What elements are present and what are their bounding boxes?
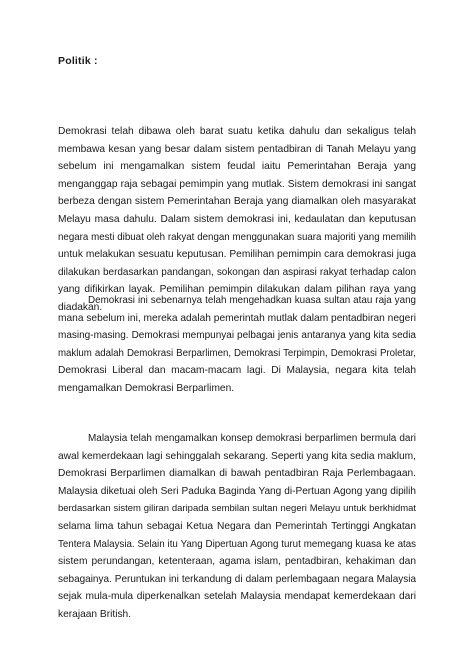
paragraph-demokrasi-jenis xyxy=(58,292,416,398)
text-line: kerajaan British. xyxy=(58,608,132,620)
text-line: Malaysia telah mengamalkan konsep demokrasi berparlimen bermula dari xyxy=(88,433,416,444)
text-line: diadakan. xyxy=(58,301,103,313)
text-line: sistem perundangan, ketenteraan, agama islam, pentadbiran, kehakiman dan xyxy=(58,556,416,568)
text-line: Malaysia diketuai oleh Seri Paduka Baginda Yang di-Pertuan Agong yang dipilih xyxy=(58,485,416,497)
text-line: Tentera Malaysia. Selain itu Yang Dipertuan Agong turut memegang kuasa ke atas xyxy=(58,538,416,550)
text-line: sejak mula-mula diperkenalkan setelah Malaysia mendapat kemerdekaan dari xyxy=(58,591,416,603)
text-line: Melayu masa dahulu. Dalam sistem demokrasi ini, kedaulatan dan keputusan xyxy=(58,213,416,225)
text-line: sebelum ini mengamalkan sistem feudal iaitu Pemerintahan Beraja yang xyxy=(58,161,416,173)
text-line: masing-masing. Demokrasi mempunyai pelbagai jenis antaranya yang kita sedia xyxy=(58,330,416,342)
text-line: Demokrasi ini sebenarnya telah mengehadkan kuasa sultan atau raja yang xyxy=(88,295,416,306)
text-line: awal kemerdekaan lagi sehinggalah sekarang. Seperti yang kita sedia maklum, xyxy=(58,450,416,462)
text-line: berdasarkan sistem giliran daripada sembilan sultan negeri Melayu untuk berkhidmat xyxy=(58,503,416,515)
text-line: Demokrasi telah dibawa oleh barat suatu ketika dahulu dan sekaligus telah xyxy=(58,126,416,137)
text-line: menganggap raja sebagai pemimpin yang mutlak. Sistem demokrasi ini sangat xyxy=(58,178,416,190)
text-line: maklum adalah Demokrasi Berparlimen, Demokrasi Terpimpin, Demokrasi Proletar, xyxy=(58,347,416,359)
text-line: mengamalkan Demokrasi Berparlimen. xyxy=(58,382,235,394)
text-line: dilakukan berdasarkan pandangan, sokongan dan aspirasi rakyat terhadap calon xyxy=(58,266,416,278)
text-line: untuk melakukan sesuatu keputusan. Pemilihan pemimpin cara demokrasi juga xyxy=(58,249,416,261)
text-line: sebagainya. Peruntukan ini terkandung di dalam perlembagaan negara Malaysia xyxy=(58,573,416,585)
text-line: selama lima tahun sebagai Ketua Negara dan Pemerintah Tertinggi Angkatan xyxy=(58,520,416,532)
text-line: Demokrasi Liberal dan macam-macam lagi. Di Malaysia, negara kita telah xyxy=(58,365,416,377)
paragraph-demokrasi-malaysia xyxy=(58,430,416,624)
text-line: yang difikirkan layak. Pemilihan pemimpin dilakukan dalam pilihan raya yang xyxy=(58,284,416,296)
text-line: berbeza dengan sistem Pemerintahan Beraja yang diamalkan oleh masyarakat xyxy=(58,196,416,208)
text-line: mana sebelum ini, mereka adalah pemerintah mutlak dalam pentadbiran negeri xyxy=(58,312,416,324)
paragraph-demokrasi-intro xyxy=(58,123,416,317)
section-heading: Politik : xyxy=(58,55,98,67)
text-line: membawa kesan yang besar dalam sistem pentadbiran di Tanah Melayu yang xyxy=(58,143,416,155)
text-line: negara mesti dibuat oleh rakyat dengan menggunakan suara majoriti yang memilih xyxy=(58,231,416,243)
text-line: Demokrasi Berparlimen diamalkan di bawah pentadbiran Raja Perlembagaan. xyxy=(58,468,416,480)
